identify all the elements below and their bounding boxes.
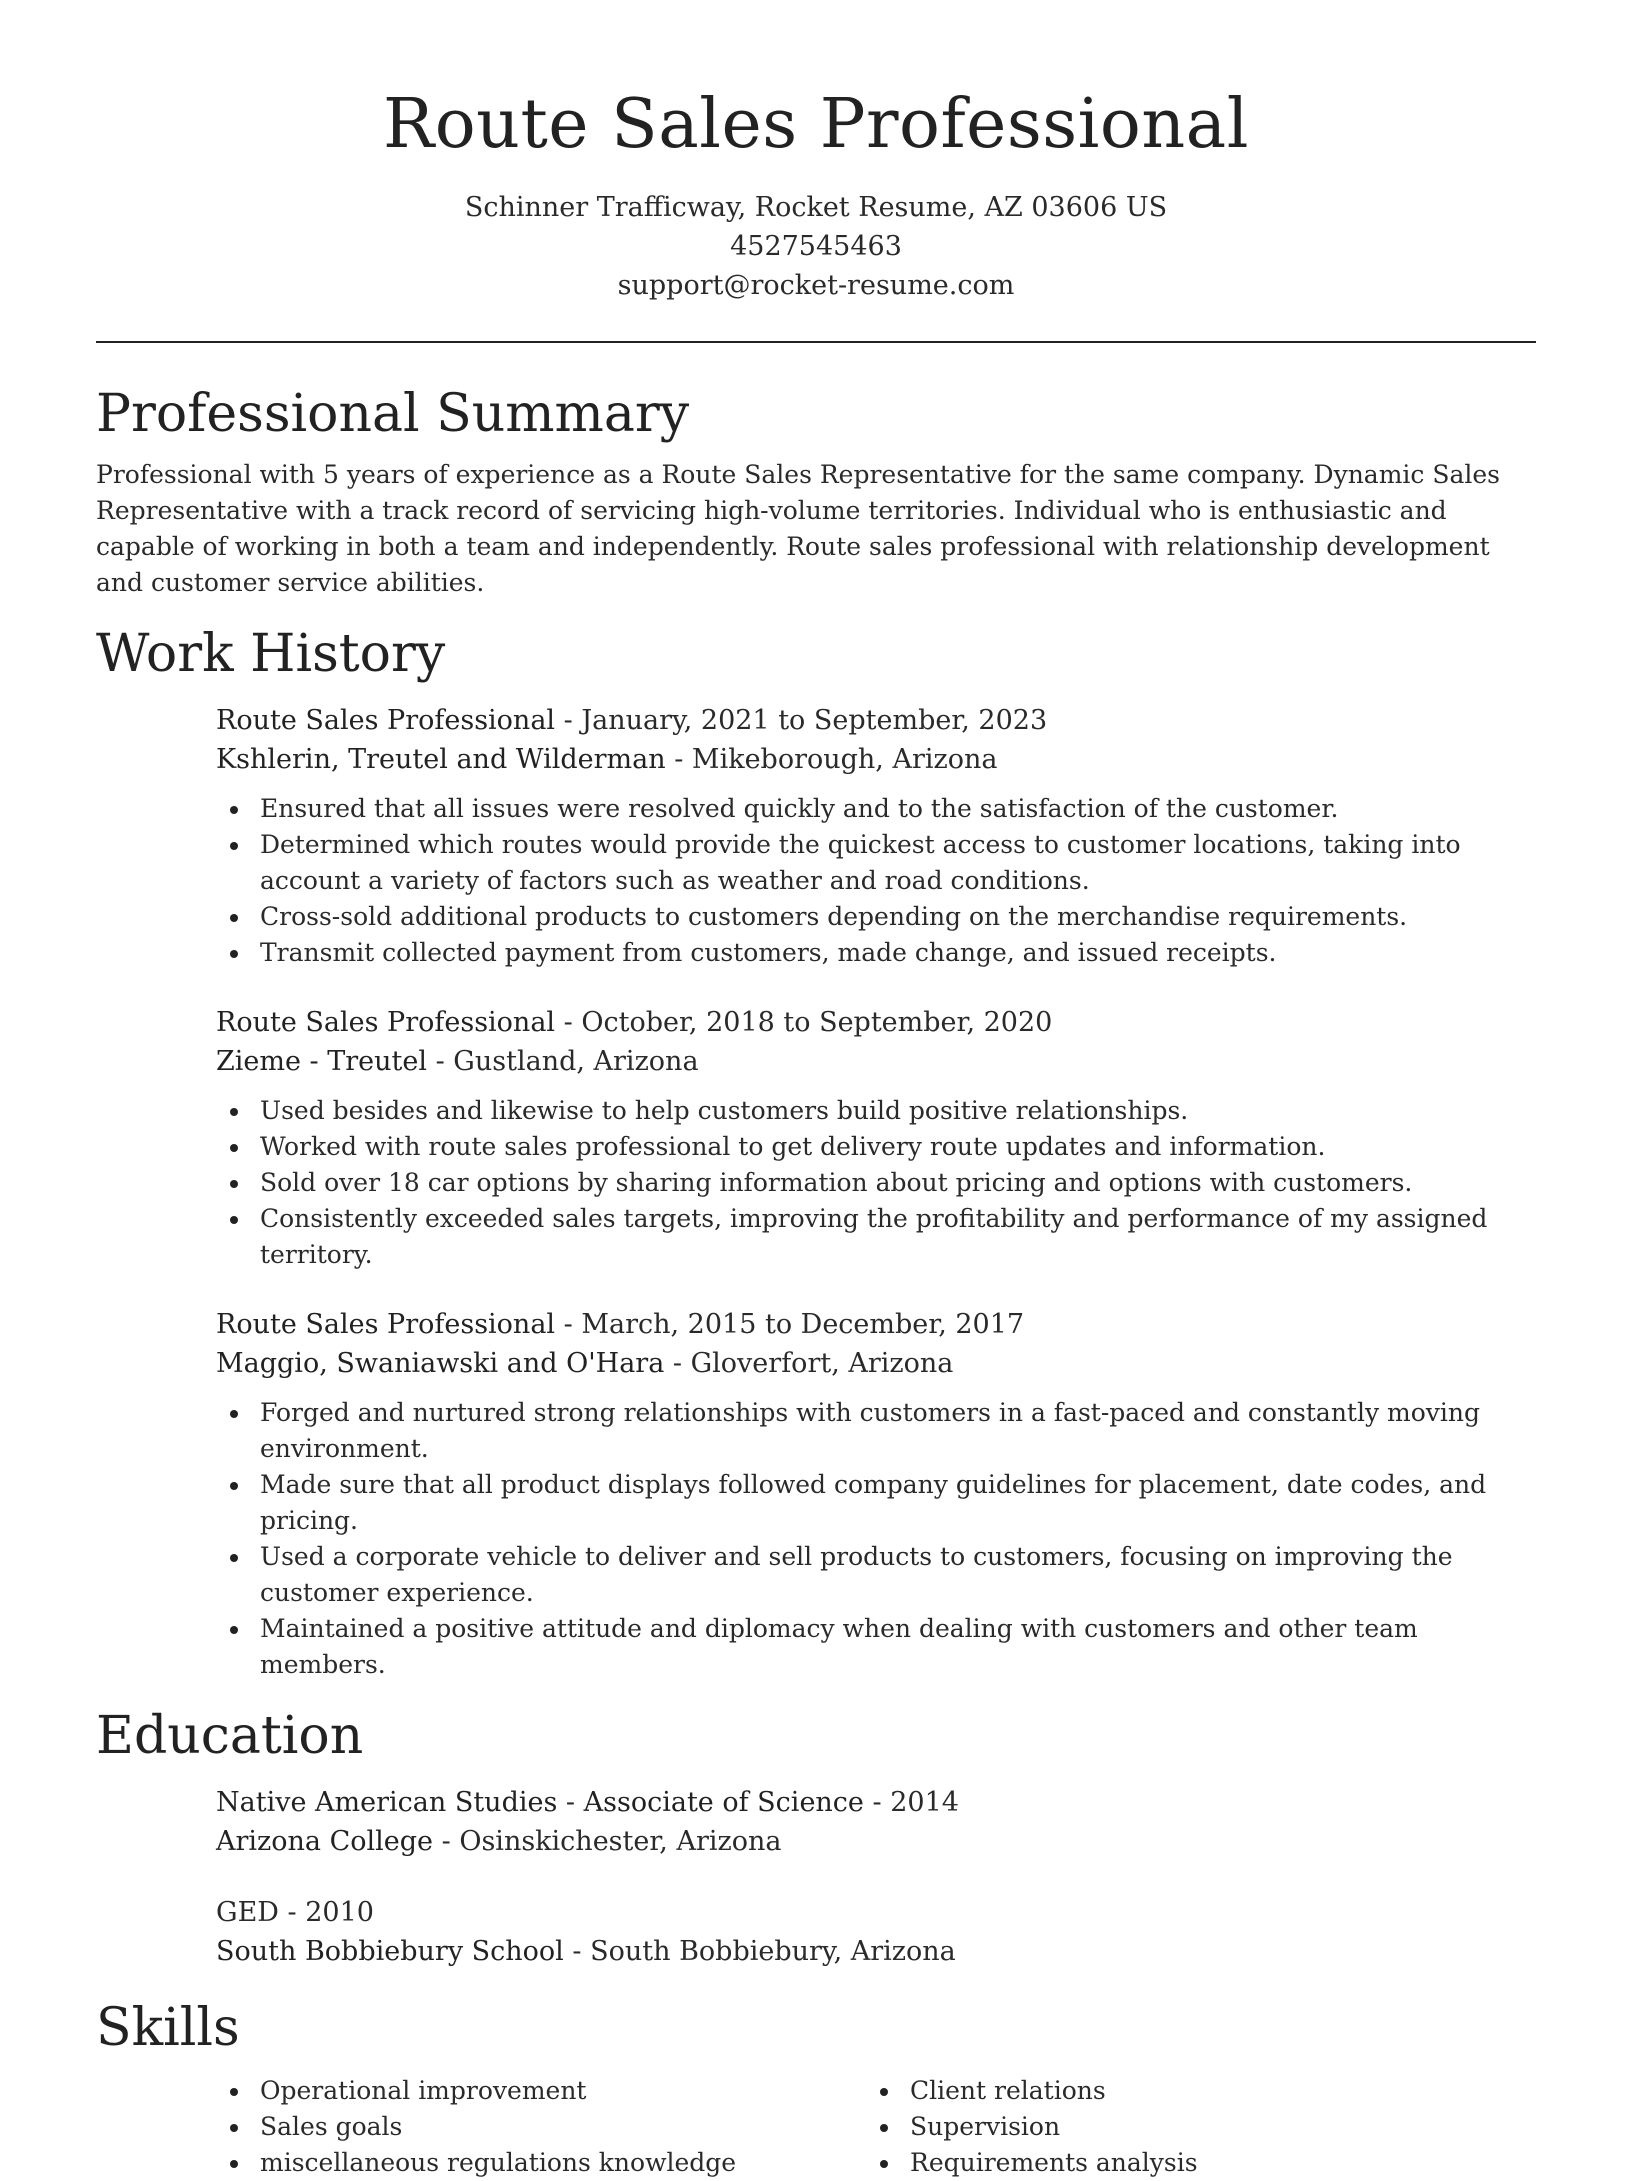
skill-text: Operational improvement bbox=[260, 2076, 587, 2105]
education-degree-line: GED - 2010 bbox=[216, 1897, 374, 1928]
job-entry bbox=[216, 1003, 1536, 1273]
job-title-line: Route Sales Professional - January, 2021 to September, 2023 bbox=[216, 705, 1048, 736]
candidate-name: Route Sales Professional bbox=[383, 85, 1249, 164]
bullet-icon bbox=[230, 1108, 238, 1116]
skill-text: Requirements analysis bbox=[910, 2148, 1198, 2177]
job-bullets bbox=[216, 791, 1536, 971]
contact-address: Schinner Trafficway, Rocket Resume, AZ 03606 US bbox=[464, 192, 1168, 223]
skill-text: miscellaneous regulations knowledge bbox=[260, 2148, 737, 2177]
summary-title: Professional Summary bbox=[96, 384, 690, 444]
education-school-line: South Bobbiebury School - South Bobbiebury, Arizona bbox=[216, 1936, 956, 1967]
job-company: Maggio, Swaniawski and O'Hara bbox=[216, 1348, 665, 1379]
bullet-icon bbox=[880, 2160, 888, 2168]
education-school: South Bobbiebury School bbox=[216, 1936, 564, 1967]
job-title-line: Route Sales Professional - March, 2015 to December, 2017 bbox=[216, 1309, 1025, 1340]
bullet-text: Transmit collected payment from customers, made change, and issued receipts. bbox=[260, 938, 1277, 967]
bullet-icon bbox=[880, 2088, 888, 2096]
list-item bbox=[216, 2109, 866, 2145]
bullet-text: Made sure that all product displays followed company guidelines for placement, date codes, and pricing. bbox=[260, 1470, 1487, 1535]
job-title-line: Route Sales Professional - October, 2018 to September, 2020 bbox=[216, 1007, 1053, 1038]
resume-header bbox=[96, 0, 1536, 305]
bullet-icon bbox=[230, 2124, 238, 2132]
bullet-text: Consistently exceeded sales targets, improving the profitability and performance of my assigned territory. bbox=[260, 1204, 1488, 1269]
job-dates: March, 2015 to December, 2017 bbox=[581, 1309, 1025, 1340]
bullet-icon bbox=[230, 1554, 238, 1562]
bullet-icon bbox=[230, 1626, 238, 1634]
list-item bbox=[216, 1539, 1536, 1611]
bullet-icon bbox=[230, 2160, 238, 2168]
list-item bbox=[216, 1201, 1536, 1273]
job-location: Gustland, Arizona bbox=[453, 1046, 699, 1077]
bullet-text: Maintained a positive attitude and diplomacy when dealing with customers and other team members. bbox=[260, 1614, 1418, 1679]
job-company: Zieme - Treutel bbox=[216, 1046, 427, 1077]
header-divider bbox=[96, 341, 1536, 343]
job-dates: October, 2018 to September, 2020 bbox=[581, 1007, 1053, 1038]
job-dates: January, 2021 to September, 2023 bbox=[581, 705, 1048, 736]
job-role: Route Sales Professional bbox=[216, 1007, 556, 1038]
job-company-line: Kshlerin, Treutel and Wilderman - Mikeborough, Arizona bbox=[216, 744, 998, 775]
bullet-icon bbox=[230, 1410, 238, 1418]
skills-column-right bbox=[866, 2073, 1516, 2181]
bullet-text: Used a corporate vehicle to deliver and sell products to customers, focusing on improving the customer experience. bbox=[260, 1542, 1453, 1607]
list-item bbox=[216, 1165, 1536, 1201]
list-item bbox=[216, 1611, 1536, 1683]
job-company-line: Zieme - Treutel - Gustland, Arizona bbox=[216, 1046, 699, 1077]
education-degree-line: Native American Studies - Associate of Science - 2014 bbox=[216, 1787, 959, 1818]
job-entry bbox=[216, 701, 1536, 971]
education-title: Education bbox=[96, 1706, 364, 1766]
education-section bbox=[96, 1703, 1536, 1971]
contact-phone: 4527545463 bbox=[730, 231, 902, 262]
bullet-icon bbox=[230, 806, 238, 814]
bullet-text: Worked with route sales professional to get delivery route updates and information. bbox=[260, 1132, 1326, 1161]
list-item bbox=[216, 2073, 866, 2109]
bullet-icon bbox=[230, 914, 238, 922]
education-degree: Associate of Science bbox=[583, 1787, 864, 1818]
contact-block bbox=[96, 188, 1536, 305]
summary-text: Professional with 5 years of experience as a Route Sales Representative for the same company. Dynamic Sales Representative with a track record of servicing high-volume territories. Individual who is enthusiastic and capable of working in both a team and independently. Route sales professional with relationship development and customer service abilities. bbox=[96, 460, 1501, 597]
bullet-icon bbox=[230, 950, 238, 958]
bullet-icon bbox=[230, 842, 238, 850]
list-item bbox=[216, 1093, 1536, 1129]
education-year: 2010 bbox=[305, 1897, 374, 1928]
education-school-line: Arizona College - Osinskichester, Arizona bbox=[216, 1826, 782, 1857]
skills-grid bbox=[216, 2073, 1536, 2181]
bullet-icon bbox=[230, 1180, 238, 1188]
bullet-text: Ensured that all issues were resolved quickly and to the satisfaction of the customer. bbox=[260, 794, 1339, 823]
bullet-text: Cross-sold additional products to customers depending on the merchandise requirements. bbox=[260, 902, 1408, 931]
bullet-icon bbox=[230, 1144, 238, 1152]
education-entry bbox=[216, 1783, 1536, 1861]
education-field: Native American Studies bbox=[216, 1787, 558, 1818]
job-bullets bbox=[216, 1093, 1536, 1273]
bullet-text: Forged and nurtured strong relationships with customers in a fast-paced and constantly moving environment. bbox=[260, 1398, 1481, 1463]
skills-title: Skills bbox=[96, 1998, 240, 2058]
list-item bbox=[216, 791, 1536, 827]
job-bullets bbox=[216, 1395, 1536, 1683]
bullet-icon bbox=[880, 2124, 888, 2132]
bullet-text: Used besides and likewise to help customers build positive relationships. bbox=[260, 1096, 1189, 1125]
education-year: 2014 bbox=[890, 1787, 959, 1818]
education-entry bbox=[216, 1893, 1536, 1971]
job-location: Mikeborough, Arizona bbox=[691, 744, 998, 775]
bullet-icon bbox=[230, 1216, 238, 1224]
list-item bbox=[216, 899, 1536, 935]
education-location: Osinskichester, Arizona bbox=[459, 1826, 782, 1857]
work-history-title: Work History bbox=[96, 624, 446, 684]
list-item bbox=[216, 2145, 866, 2181]
education-location: South Bobbiebury, Arizona bbox=[590, 1936, 956, 1967]
list-item bbox=[866, 2109, 1516, 2145]
education-degree: GED bbox=[216, 1897, 279, 1928]
job-role: Route Sales Professional bbox=[216, 705, 556, 736]
skill-text: Supervision bbox=[910, 2112, 1061, 2141]
list-item bbox=[866, 2073, 1516, 2109]
skills-section bbox=[96, 1995, 1536, 2181]
list-item bbox=[216, 935, 1536, 971]
education-school: Arizona College bbox=[216, 1826, 434, 1857]
job-entry bbox=[216, 1305, 1536, 1683]
bullet-icon bbox=[230, 1482, 238, 1490]
job-company-line: Maggio, Swaniawski and O'Hara - Gloverfort, Arizona bbox=[216, 1348, 954, 1379]
bullet-icon bbox=[230, 2088, 238, 2096]
work-history-section bbox=[96, 621, 1536, 1683]
summary-section bbox=[96, 381, 1536, 601]
list-item bbox=[216, 1129, 1536, 1165]
job-company: Kshlerin, Treutel and Wilderman bbox=[216, 744, 666, 775]
job-role: Route Sales Professional bbox=[216, 1309, 556, 1340]
list-item bbox=[216, 1467, 1536, 1539]
skill-text: Sales goals bbox=[260, 2112, 403, 2141]
skills-column-left bbox=[216, 2073, 866, 2181]
list-item bbox=[866, 2145, 1516, 2181]
skill-text: Client relations bbox=[910, 2076, 1106, 2105]
bullet-text: Sold over 18 car options by sharing information about pricing and options with customers. bbox=[260, 1168, 1413, 1197]
contact-email: support@rocket-resume.com bbox=[617, 270, 1015, 301]
bullet-text: Determined which routes would provide the quickest access to customer locations, taking into account a variety of factors such as weather and road conditions. bbox=[260, 830, 1461, 895]
list-item bbox=[216, 1395, 1536, 1467]
list-item bbox=[216, 827, 1536, 899]
job-location: Gloverfort, Arizona bbox=[690, 1348, 954, 1379]
